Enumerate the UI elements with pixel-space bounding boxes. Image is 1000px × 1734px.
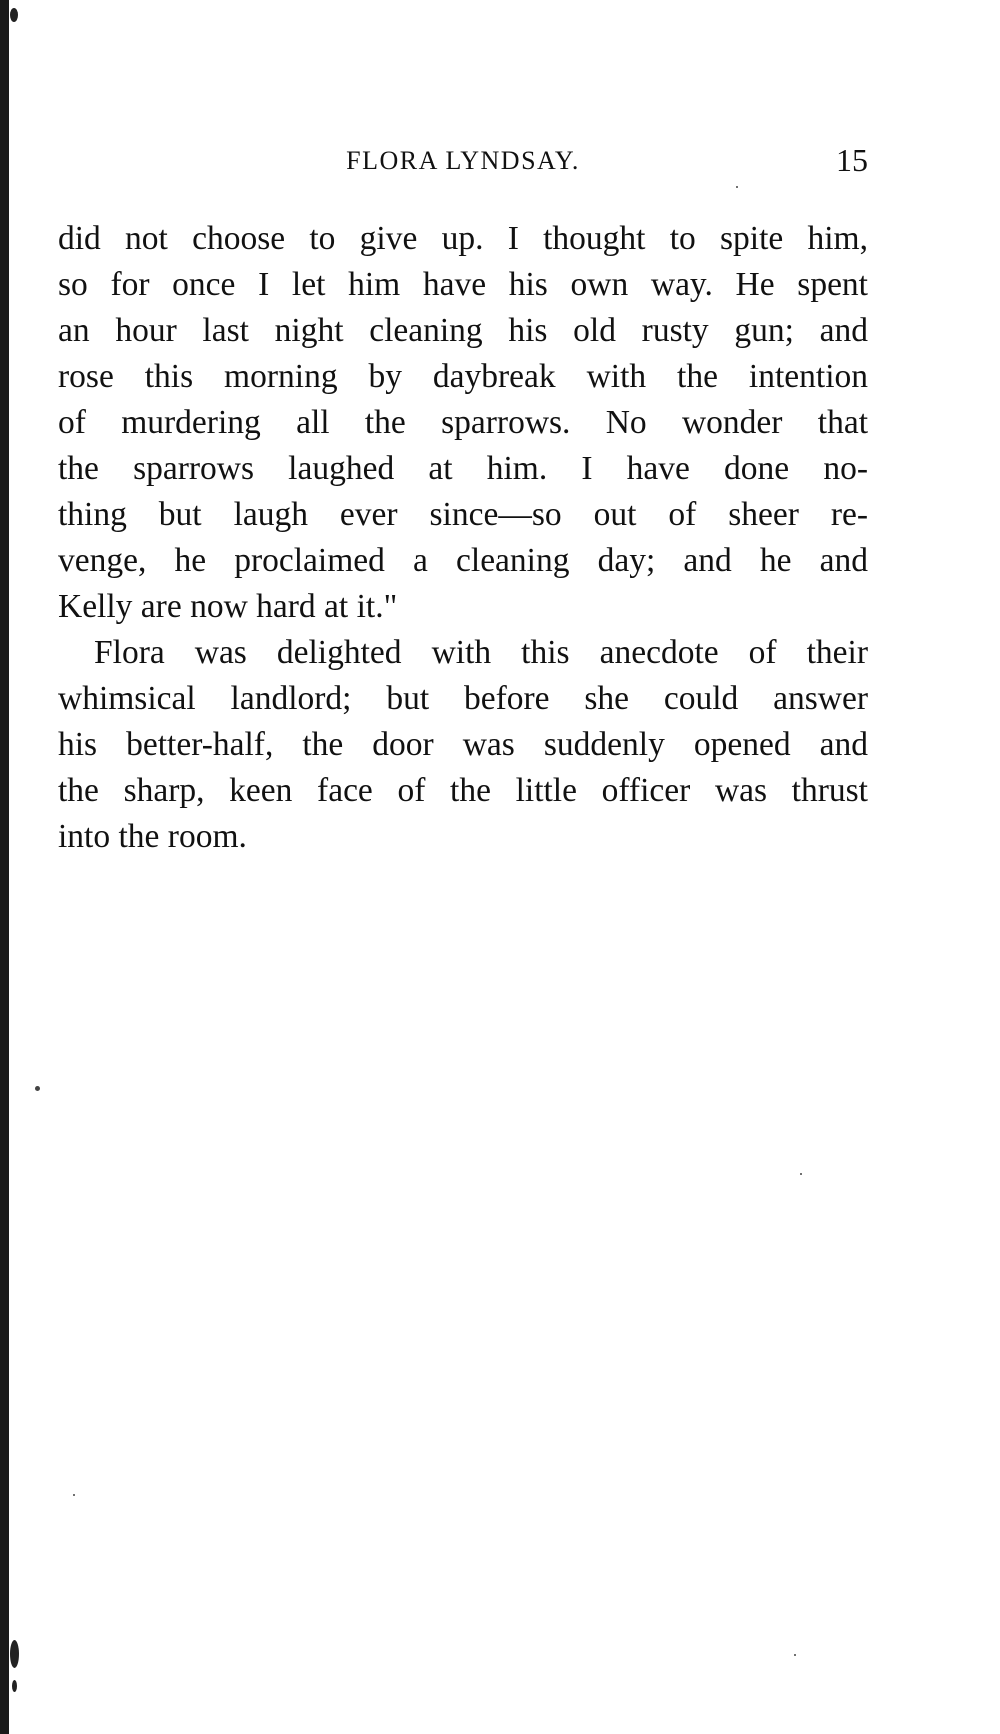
page-number: 15 <box>836 142 868 178</box>
text-line: Flora was delighted with this anecdote of their <box>94 634 868 671</box>
text-line: thing but laugh ever since—so out of sheer re- <box>58 496 868 533</box>
text-line: rose this morning by daybreak with the intention <box>58 358 868 395</box>
text-line: his better-half, the door was suddenly opened and <box>58 726 868 763</box>
text-line: so for once I let him have his own way. He spent <box>58 266 868 303</box>
text-line: the sparrows laughed at him. I have done no- <box>58 450 868 487</box>
scan-dust <box>794 1654 796 1656</box>
body-text <box>58 216 868 860</box>
binding-speck <box>10 8 18 22</box>
binding-edge <box>0 0 9 1734</box>
text-line: the sharp, keen face of the little officer was thrust <box>58 772 868 809</box>
text-line: did not choose to give up. I thought to spite him, <box>58 220 868 257</box>
text-line: into the room. <box>58 818 247 855</box>
text-line: of murdering all the sparrows. No wonder that <box>58 404 868 441</box>
scan-dust <box>35 1086 40 1091</box>
paragraph-2 <box>58 630 868 860</box>
binding-speck <box>10 1640 19 1668</box>
text-line: Kelly are now hard at it." <box>58 588 398 625</box>
binding-speck <box>12 1680 17 1692</box>
scan-dust <box>73 1494 75 1496</box>
scan-dust <box>736 186 738 188</box>
running-title: FLORA LYNDSAY. <box>346 146 580 175</box>
scan-dust <box>800 1173 802 1175</box>
text-line: venge, he proclaimed a cleaning day; and he and <box>58 542 868 579</box>
text-line: whimsical landlord; but before she could answer <box>58 680 868 717</box>
text-line: an hour last night cleaning his old rusty gun; and <box>58 312 868 349</box>
paragraph-1 <box>58 216 868 630</box>
page-header <box>58 142 868 186</box>
